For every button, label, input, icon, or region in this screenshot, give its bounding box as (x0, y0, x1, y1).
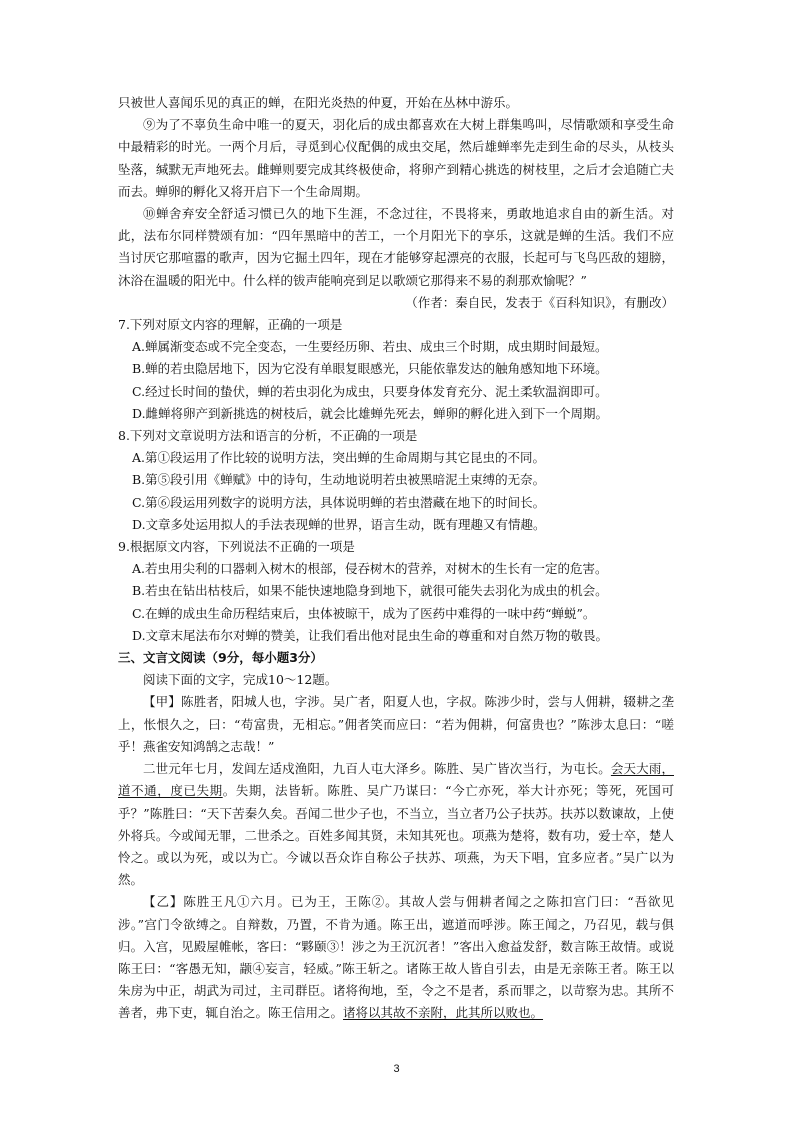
passage-jia-paragraph-1: 【甲】陈胜者，阳城人也，字涉。吴广者，阳夏人也，字叔。陈涉少时，尝与人佣耕，辍耕之垄上，怅恨久之，曰：“苟富贵，无相忘。”佣者笑而应曰：“若为佣耕，何富贵也？”陈涉太息曰：“嗟乎！燕雀安知鸿鹄之志哉！” (118, 694, 674, 754)
option-c: C.在蝉的成虫生命历程结束后，虫体被晾干，成为了医药中难得的一味中药“蝉蜕”。 (132, 605, 596, 621)
option-b: B.蝉的若虫隐居地下，因为它没有单眼复眼感光，只能依靠发达的触角感知地下环境。 (132, 361, 608, 377)
question-stem: 7.下列对原文内容的理解，正确的一项是 (118, 317, 343, 333)
passage-paragraph-9: ⑨为了不辜负生命中唯一的夏天，羽化后的成虫都喜欢在大树上群集鸣叫，尽情歌颂和享受生命中最精彩的时光。一两个月后，寻觅到心仪配偶的成虫交尾，然后雄蝉率先走到生命的尽头，从枝头坠落，缄默无声地死去。雌蝉则要完成其终极使命，将卵产到精心挑选的树枝里，之后才会追随亡夫而去。蝉卵的孵化又将开启下一个生命周期。 (118, 117, 674, 199)
option-d: D.文章末尾法布尔对蝉的赞美，让我们看出他对昆虫生命的尊重和对自然万物的敬畏。 (132, 627, 609, 643)
underlined-sentence: 会天大雨，道不通，度已失期 (118, 761, 674, 799)
question-stem: 9.根据原文内容，下列说法不正确的一项是 (118, 539, 355, 555)
question-8 (118, 425, 674, 536)
question-9 (118, 536, 674, 647)
passage-line: 只被世人喜闻乐见的真正的蝉，在阳光炎热的仲夏，开始在丛林中游乐。 (118, 95, 519, 110)
option-a: A.第①段运用了作比较的说明方法，突出蝉的生命周期与其它昆虫的不同。 (132, 450, 546, 466)
question-7 (118, 314, 674, 425)
option-b: B.第⑤段引用《蝉赋》中的诗句，生动地说明若虫被黑暗泥土束缚的无奈。 (132, 472, 546, 488)
page-number: 3 (393, 1063, 400, 1075)
jia-text-part: 。失期，法皆斩。陈胜、吴广乃谋曰：“今亡亦死，举大计亦死；等死，死国可乎？”陈胜曰：“天下苦秦久矣。吾闻二世少子也，不当立，当立者乃公子扶苏。扶苏以数谏故，上使外将兵。今或闻无罪，二世杀之。百姓多闻其贤，未知其死也。项燕为楚将，数有功，爱士卒，楚人怜之。或以为死，或以为亡。今诚以吾众诈自称公子扶苏、项燕，为天下唱，宜多应者。”吴广以为然。 (118, 783, 674, 888)
question-stem: 8.下列对文章说明方法和语言的分析，不正确的一项是 (118, 428, 418, 444)
underlined-sentence: 诸将以其故不亲附，此其所以败也。 (343, 1005, 544, 1021)
option-c: C.经过长时间的蛰伏，蝉的若虫羽化为成虫，只要身体发育充分、泥土柔软温润即可。 (132, 383, 608, 399)
section-heading: 三、文言文阅读（9分，每小题3分） (118, 650, 323, 666)
option-b: B.若虫在钻出枯枝后，如果不能快速地隐身到地下，就很可能失去羽化为成虫的机会。 (132, 583, 608, 599)
passage-paragraph-10: ⑩蝉舍弃安全舒适习惯已久的地下生涯，不念过往，不畏将来，勇敢地追求自由的新生活。对此，法布尔同样赞颂有加：“四年黑暗中的苦工，一个月阳光下的享乐，这就是蝉的生活。我们不应当讨厌它那喧嚣的歌声，因为它掘土四年，现在才能够穿起漂亮的衣服，长起可与飞鸟匹敌的翅膀，沐浴在温暖的阳光中。什么样的钹声能响亮到足以歌颂它那得来不易的刹那欢愉呢？” (118, 206, 674, 288)
yi-text-part: 【乙】陈胜王凡①六月。已为王，王陈②。其故人尝与佣耕者闻之之陈扣宫门曰：“吾欲见涉。”宫门令欲缚之。自辩数，乃置，不肯为通。陈王出，遮道而呼涉。陈王闻之，乃召见，载与俱归。入宫，见殿屋帷帐，客曰：“夥颐③！涉之为王沉沉者！”客出入愈益发舒，数言陈王故情。或说陈王曰：“客愚无知，颛④妄言，轻威。”陈王斩之。诸陈王故人皆自引去，由是无亲陈王者。陈王以朱房为中正，胡武为司过，主司群臣。诸将徇地，至，令之不是者，系而罪之，以苛察为忠。其所不善者，弗下吏，辄自治之。陈王信用之。 (118, 894, 674, 1021)
section-instructions: 阅读下面的文字，完成10～12题。 (143, 672, 338, 688)
option-d: D.文章多处运用拟人的手法表现蝉的世界，语言生动，既有理趣又有情趣。 (132, 516, 546, 532)
passage-source: （作者：秦自民，发表于《百科知识》，有删改） (405, 294, 674, 310)
page-content (118, 92, 674, 1025)
passage-yi (118, 891, 674, 1024)
option-a: A.蝉属渐变态或不完全变态，一生要经历卵、若虫、成虫三个时期，成虫期时间最短。 (132, 339, 608, 355)
option-d: D.雌蝉将卵产到新挑选的树枝后，就会比雄蝉先死去，蝉卵的孵化进入到下一个周期。 (132, 405, 609, 421)
jia-text-part: 二世元年七月，发闾左适戍渔阳，九百人屯大泽乡。陈胜、吴广皆次当行，为屯长。 (143, 761, 611, 777)
passage-jia-paragraph-2 (118, 758, 674, 891)
option-c: C.第⑥段运用列数字的说明方法，具体说明蝉的若虫潜藏在地下的时间长。 (132, 494, 546, 510)
option-a: A.若虫用尖利的口器刺入树木的根部，侵吞树木的营养，对树木的生长有一定的危害。 (132, 561, 608, 577)
